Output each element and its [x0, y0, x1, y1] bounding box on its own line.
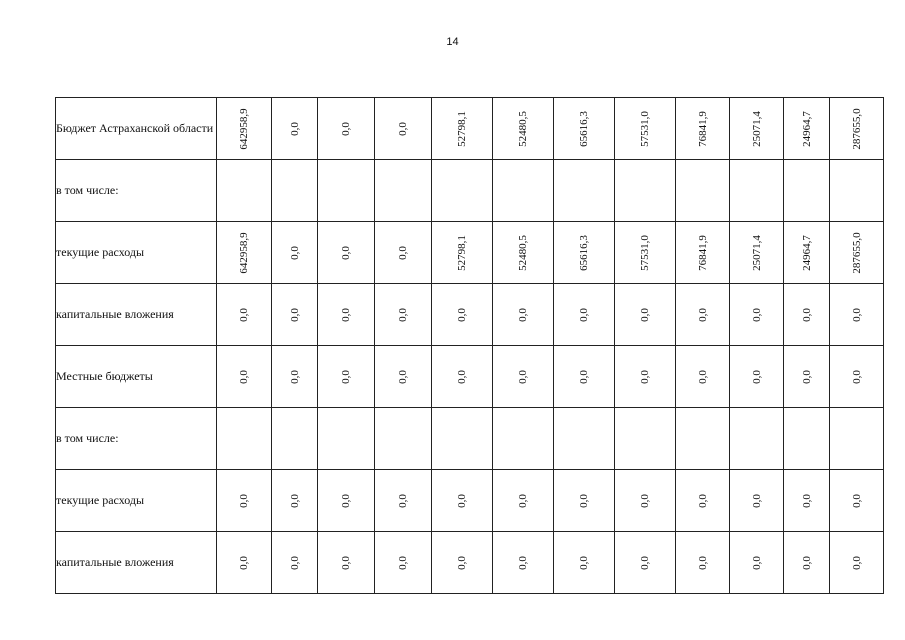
cell-value: 0,0: [850, 493, 863, 508]
value-cell: [830, 160, 884, 222]
value-cell: [676, 222, 730, 284]
table-row: [56, 98, 884, 160]
value-cell: [318, 470, 375, 532]
value-cell: [432, 98, 493, 160]
budget-table: [55, 97, 884, 594]
value-cell: [830, 222, 884, 284]
table-row: [56, 222, 884, 284]
value-cell: [432, 532, 493, 594]
value-cell: [554, 470, 615, 532]
value-cell: [493, 470, 554, 532]
row-label-cell: [56, 222, 217, 284]
value-cell: [217, 98, 272, 160]
cell-value: 0,0: [800, 493, 813, 508]
value-cell: [676, 532, 730, 594]
value-cell: [784, 98, 830, 160]
row-label: капитальные вложения: [56, 307, 174, 321]
cell-value: 76841,9: [696, 234, 709, 271]
value-cell: [318, 98, 375, 160]
value-cell: [272, 346, 318, 408]
row-label: текущие расходы: [56, 245, 145, 259]
row-label: капитальные вложения: [56, 555, 174, 569]
value-cell: [432, 284, 493, 346]
cell-value: 0,0: [850, 555, 863, 570]
cell-value: 0,0: [288, 369, 301, 384]
value-cell: [318, 532, 375, 594]
cell-value: 0,0: [578, 493, 590, 508]
cell-value: 0,0: [288, 555, 301, 570]
row-label-cell: [56, 470, 217, 532]
value-cell: [217, 470, 272, 532]
value-cell: [375, 532, 432, 594]
value-cell: [784, 222, 830, 284]
cell-value: 0,0: [639, 369, 651, 384]
cell-value: 0,0: [340, 555, 352, 570]
cell-value: 0,0: [696, 493, 709, 508]
value-cell: [830, 284, 884, 346]
value-cell: [272, 532, 318, 594]
value-cell: [375, 222, 432, 284]
row-label: Местные бюджеты: [56, 369, 153, 383]
value-cell: [493, 222, 554, 284]
cell-value: 0,0: [456, 369, 468, 384]
value-cell: [272, 408, 318, 470]
value-cell: [432, 222, 493, 284]
row-label-cell: [56, 284, 217, 346]
cell-value: 0,0: [397, 121, 409, 136]
value-cell: [554, 532, 615, 594]
cell-value: 0,0: [456, 307, 468, 322]
value-cell: [554, 98, 615, 160]
value-cell: [493, 160, 554, 222]
value-cell: [375, 98, 432, 160]
table-row: [56, 408, 884, 470]
value-cell: [615, 284, 676, 346]
value-cell: [784, 470, 830, 532]
cell-value: 0,0: [288, 121, 301, 136]
value-cell: [676, 284, 730, 346]
cell-value: 0,0: [397, 493, 409, 508]
cell-value: 0,0: [800, 307, 813, 322]
cell-value: 0,0: [800, 555, 813, 570]
cell-value: 642958,9: [238, 231, 250, 274]
cell-value: 287655,0: [850, 231, 863, 274]
row-label: в том числе:: [56, 431, 119, 445]
value-cell: [730, 532, 784, 594]
cell-value: 57531,0: [639, 110, 651, 147]
cell-value: 0,0: [750, 493, 763, 508]
value-cell: [493, 408, 554, 470]
value-cell: [784, 408, 830, 470]
table-row: [56, 346, 884, 408]
cell-value: 65616,3: [578, 234, 590, 271]
cell-value: 0,0: [696, 307, 709, 322]
cell-value: 52480,5: [517, 234, 529, 271]
row-label: Бюджет Астраханской области: [56, 121, 214, 135]
value-cell: [554, 346, 615, 408]
cell-value: 0,0: [288, 245, 301, 260]
value-cell: [375, 160, 432, 222]
value-cell: [615, 408, 676, 470]
value-cell: [272, 470, 318, 532]
value-cell: [676, 470, 730, 532]
cell-value: 52798,1: [456, 234, 468, 271]
cell-value: 287655,0: [850, 107, 863, 150]
row-label-cell: [56, 98, 217, 160]
row-label-cell: [56, 408, 217, 470]
value-cell: [318, 346, 375, 408]
cell-value: 0,0: [639, 555, 651, 570]
value-cell: [432, 470, 493, 532]
cell-value: 0,0: [340, 493, 352, 508]
cell-value: 52480,5: [517, 110, 529, 147]
cell-value: 0,0: [340, 369, 352, 384]
value-cell: [217, 284, 272, 346]
value-cell: [730, 346, 784, 408]
value-cell: [615, 532, 676, 594]
cell-value: 0,0: [340, 245, 352, 260]
row-label-cell: [56, 160, 217, 222]
value-cell: [375, 408, 432, 470]
value-cell: [375, 346, 432, 408]
cell-value: 0,0: [397, 245, 409, 260]
value-cell: [730, 222, 784, 284]
value-cell: [432, 160, 493, 222]
value-cell: [615, 98, 676, 160]
cell-value: 0,0: [850, 369, 863, 384]
value-cell: [830, 408, 884, 470]
cell-value: 0,0: [517, 307, 529, 322]
value-cell: [375, 284, 432, 346]
cell-value: 0,0: [517, 555, 529, 570]
value-cell: [493, 346, 554, 408]
cell-value: 0,0: [750, 369, 763, 384]
cell-value: 24964,7: [800, 110, 813, 147]
cell-value: 25071,4: [750, 110, 763, 147]
value-cell: [272, 284, 318, 346]
cell-value: 57531,0: [639, 234, 651, 271]
value-cell: [217, 532, 272, 594]
cell-value: 76841,9: [696, 110, 709, 147]
table-row: [56, 160, 884, 222]
cell-value: 0,0: [397, 307, 409, 322]
value-cell: [784, 284, 830, 346]
cell-value: 0,0: [639, 307, 651, 322]
cell-value: 0,0: [639, 493, 651, 508]
cell-value: 0,0: [578, 555, 590, 570]
value-cell: [784, 346, 830, 408]
page-number: 14: [446, 36, 459, 48]
value-cell: [272, 98, 318, 160]
value-cell: [830, 346, 884, 408]
value-cell: [784, 532, 830, 594]
cell-value: 0,0: [397, 369, 409, 384]
value-cell: [432, 408, 493, 470]
value-cell: [830, 532, 884, 594]
value-cell: [676, 408, 730, 470]
value-cell: [318, 408, 375, 470]
value-cell: [432, 346, 493, 408]
value-cell: [272, 222, 318, 284]
value-cell: [830, 98, 884, 160]
cell-value: 0,0: [578, 369, 590, 384]
cell-value: 0,0: [850, 307, 863, 322]
table-row: [56, 532, 884, 594]
value-cell: [615, 346, 676, 408]
value-cell: [554, 284, 615, 346]
row-label: в том числе:: [56, 183, 119, 197]
cell-value: 0,0: [340, 121, 352, 136]
value-cell: [554, 222, 615, 284]
row-label: текущие расходы: [56, 493, 145, 507]
value-cell: [615, 470, 676, 532]
cell-value: 65616,3: [578, 110, 590, 147]
value-cell: [730, 408, 784, 470]
value-cell: [615, 160, 676, 222]
cell-value: 0,0: [456, 555, 468, 570]
cell-value: 0,0: [800, 369, 813, 384]
value-cell: [217, 408, 272, 470]
cell-value: 0,0: [578, 307, 590, 322]
value-cell: [493, 532, 554, 594]
row-label-cell: [56, 532, 217, 594]
cell-value: 0,0: [517, 493, 529, 508]
cell-value: 0,0: [456, 493, 468, 508]
cell-value: 0,0: [238, 307, 250, 322]
row-label-cell: [56, 346, 217, 408]
value-cell: [318, 222, 375, 284]
value-cell: [217, 346, 272, 408]
cell-value: 24964,7: [800, 234, 813, 271]
value-cell: [554, 160, 615, 222]
value-cell: [493, 284, 554, 346]
value-cell: [730, 160, 784, 222]
value-cell: [217, 222, 272, 284]
cell-value: 0,0: [288, 493, 301, 508]
value-cell: [493, 98, 554, 160]
table-row: [56, 470, 884, 532]
cell-value: 0,0: [397, 555, 409, 570]
value-cell: [554, 408, 615, 470]
value-cell: [676, 98, 730, 160]
cell-value: 0,0: [750, 307, 763, 322]
cell-value: 0,0: [238, 493, 250, 508]
value-cell: [730, 98, 784, 160]
value-cell: [318, 160, 375, 222]
value-cell: [830, 470, 884, 532]
value-cell: [676, 160, 730, 222]
value-cell: [784, 160, 830, 222]
value-cell: [375, 470, 432, 532]
cell-value: 0,0: [696, 555, 709, 570]
value-cell: [615, 222, 676, 284]
value-cell: [272, 160, 318, 222]
cell-value: 0,0: [238, 555, 250, 570]
cell-value: 0,0: [750, 555, 763, 570]
cell-value: 25071,4: [750, 234, 763, 271]
cell-value: 52798,1: [456, 110, 468, 147]
cell-value: 642958,9: [238, 107, 250, 150]
value-cell: [730, 470, 784, 532]
cell-value: 0,0: [696, 369, 709, 384]
value-cell: [318, 284, 375, 346]
cell-value: 0,0: [238, 369, 250, 384]
table-row: [56, 284, 884, 346]
value-cell: [676, 346, 730, 408]
cell-value: 0,0: [517, 369, 529, 384]
cell-value: 0,0: [340, 307, 352, 322]
cell-value: 0,0: [288, 307, 301, 322]
value-cell: [730, 284, 784, 346]
value-cell: [217, 160, 272, 222]
